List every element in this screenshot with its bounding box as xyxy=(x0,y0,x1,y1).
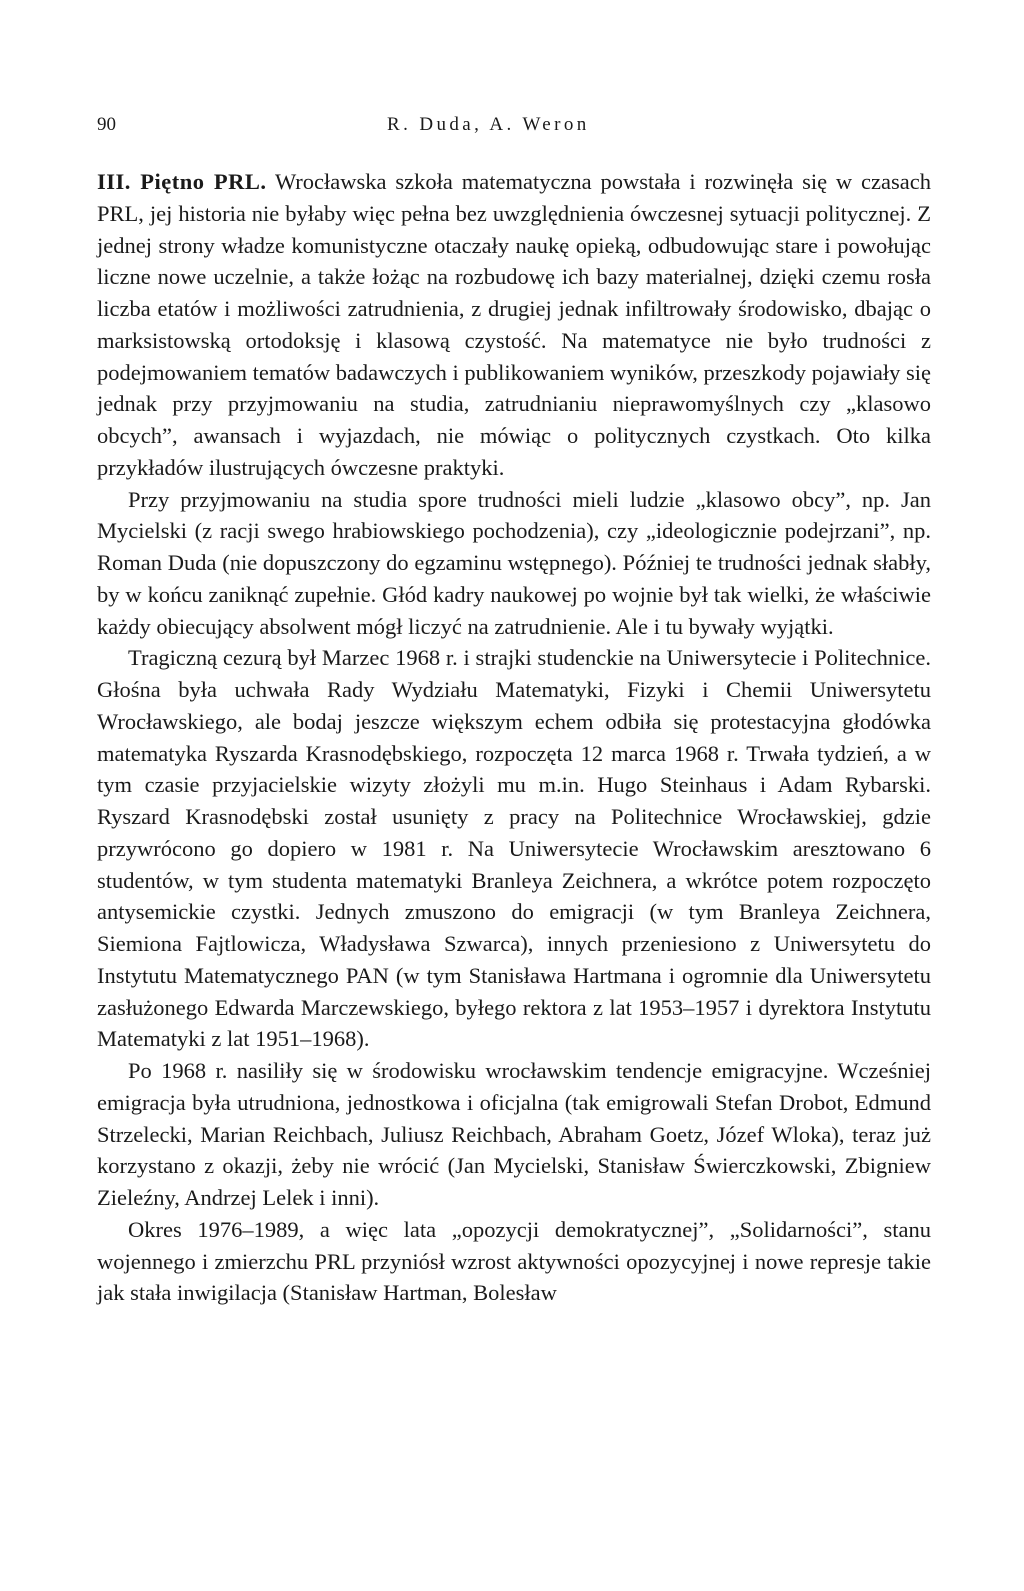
running-head-authors: R. Duda, A. Weron xyxy=(387,114,590,135)
section-title: III. Piętno PRL. xyxy=(97,169,267,194)
paragraph-march-1968: Tragiczną cezurą był Marzec 1968 r. i strajki studenckie na Uniwersytecie i Politechnice. Głośna była uchwała Rady Wydziału Matematyki, Fizyki i Chemii Uniwersytetu Wrocławskiego, ale bodaj jeszcze większym echem odbiła się protestacyjna głodówka matematyka Ryszarda Krasnodębskiego, rozpoczęta 12 marca 1968 r. Trwała tydzień, a w tym czasie przyjacielskie wizyty złożyli mu m.in. Hugo Steinhaus i Adam Rybarski. Ryszard Krasnodębski został usunięty z pracy na Politechnice Wrocławskiej, gdzie przywrócono go dopiero w 1981 r. Na Uniwersytecie Wrocławskim aresztowano 6 studentów, w tym studenta matematyki Branleya Zeichnera, a wkrótce potem rozpoczęto antysemickie czystki. Jednych zmuszono do emigracji (w tym Branleya Zeichnera, Siemiona Fajtlowicza, Władysława Szwarca), innych przeniesiono z Uniwersytetu do Instytutu Matematycznego PAN (w tym Stanisława Hartmana i ogromnie dla Uniwersytetu zasłużonego Edwarda Marczewskiego, byłego rektora z lat 1953–1957 i dyrektora Instytutu Matematyki z lat 1951–1968). xyxy=(97,645,931,1052)
running-head xyxy=(97,114,931,144)
section-intro-text: Wrocławska szkoła matematyczna powstała i rozwinęła się w czasach PRL, jej historia nie byłaby więc pełna bez uwzględnienia ówczesnej sytuacji politycznej. Z jednej strony władze komunistyczne otaczały naukę opieką, odbudowując stare i powołując liczne nowe uczelnie, a także łożąc na rozbudowę ich bazy materialnej, dzięki czemu rosła liczba etatów i możliwości zatrudnienia, z drugiej jednak infiltrowały środowisko, dbając o marksistowską ortodoksję i klasową czystość. Na matematyce nie było trudności z podejmowaniem tematów badawczych i publikowaniem wyników, przeszkody pojawiały się jednak przy przyjmowaniu na studia, zatrudnianiu nieprawomyślnych czy „klasowo obcych”, awansach i wyjazdach, nie mówiąc o politycznych czystkach. Oto kilka przykładów ilustrujących ówczesne praktyki. xyxy=(97,169,931,480)
page-number: 90 xyxy=(97,114,116,135)
paragraph-admissions: Przy przyjmowaniu na studia spore trudności mieli ludzie „klasowo obcy”, np. Jan Mycielski (z racji swego hrabiowskiego pochodzenia), czy „ideologicznie podejrzani”, np. Roman Duda (nie dopuszczony do egzaminu wstępnego). Później te trudności jednak słabły, by w końcu zaniknąć zupełnie. Głód kadry naukowej po wojnie był tak wielki, że właściwie każdy obiecujący absolwent mógł liczyć na zatrudnienie. Ale i tu bywały wyjątki. xyxy=(97,486,931,639)
paragraph-emigration: Po 1968 r. nasiliły się w środowisku wrocławskim tendencje emigracyjne. Wcześniej emigracja była utrudniona, jednostkowa i oficjalna (tak emigrowali Stefan Drobot, Edmund Strzelecki, Marian Reichbach, Juliusz Reichbach, Abraham Goetz, Józef Wloka), teraz już korzystano z okazji, żeby nie wrócić (Jan Mycielski, Stanisław Świerczkowski, Zbigniew Zieleźny, Andrzej Lelek i inni). xyxy=(97,1058,931,1210)
body-text xyxy=(97,166,931,1309)
paragraph-opposition: Okres 1976–1989, a więc lata „opozycji demokratycznej”, „Solidarności”, stanu wojennego i zmierzchu PRL przyniósł wzrost aktywności opozycyjnej i nowe represje takie jak stała inwigilacja (Stanisław Hartman, Bolesław xyxy=(97,1216,931,1306)
section-opening-paragraph xyxy=(97,166,931,484)
